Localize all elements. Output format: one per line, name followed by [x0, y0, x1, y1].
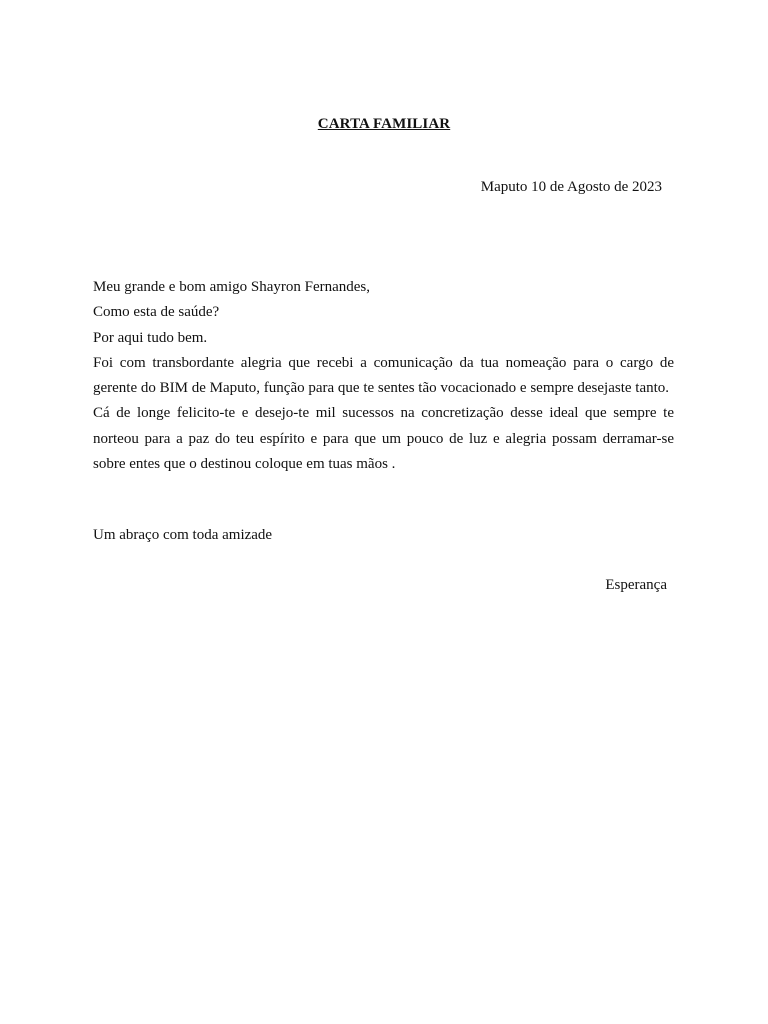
- status-line: Por aqui tudo bem.: [93, 329, 208, 346]
- letter-closing: Um abraço com toda amizade: [93, 527, 273, 543]
- letter-body: [93, 275, 674, 477]
- letter-date: Maputo 10 de Agosto de 2023: [480, 179, 662, 195]
- paragraph-wishes: Cá de longe felicito-te e desejo-te mil sucessos na concretização desse ideal que sempre te norteou para a paz do teu espírito e para que um pouco de luz e alegria possam derramar-se sobre entes que o destinou coloque em tuas mãos .: [93, 405, 674, 473]
- letter-title: CARTA FAMILIAR: [317, 116, 451, 132]
- paragraph-congratulations: Foi com transbordante alegria que recebi a comunicação da tua nomeação para o cargo de gerente do BIM de Maputo, função para que te sentes tão vocacionado e sempre desejaste tanto.: [93, 354, 674, 397]
- letter-signature: Esperança: [605, 577, 667, 593]
- health-question: Como esta de saúde?: [93, 304, 220, 321]
- letter-greeting: Meu grande e bom amigo Shayron Fernandes,: [93, 279, 371, 295]
